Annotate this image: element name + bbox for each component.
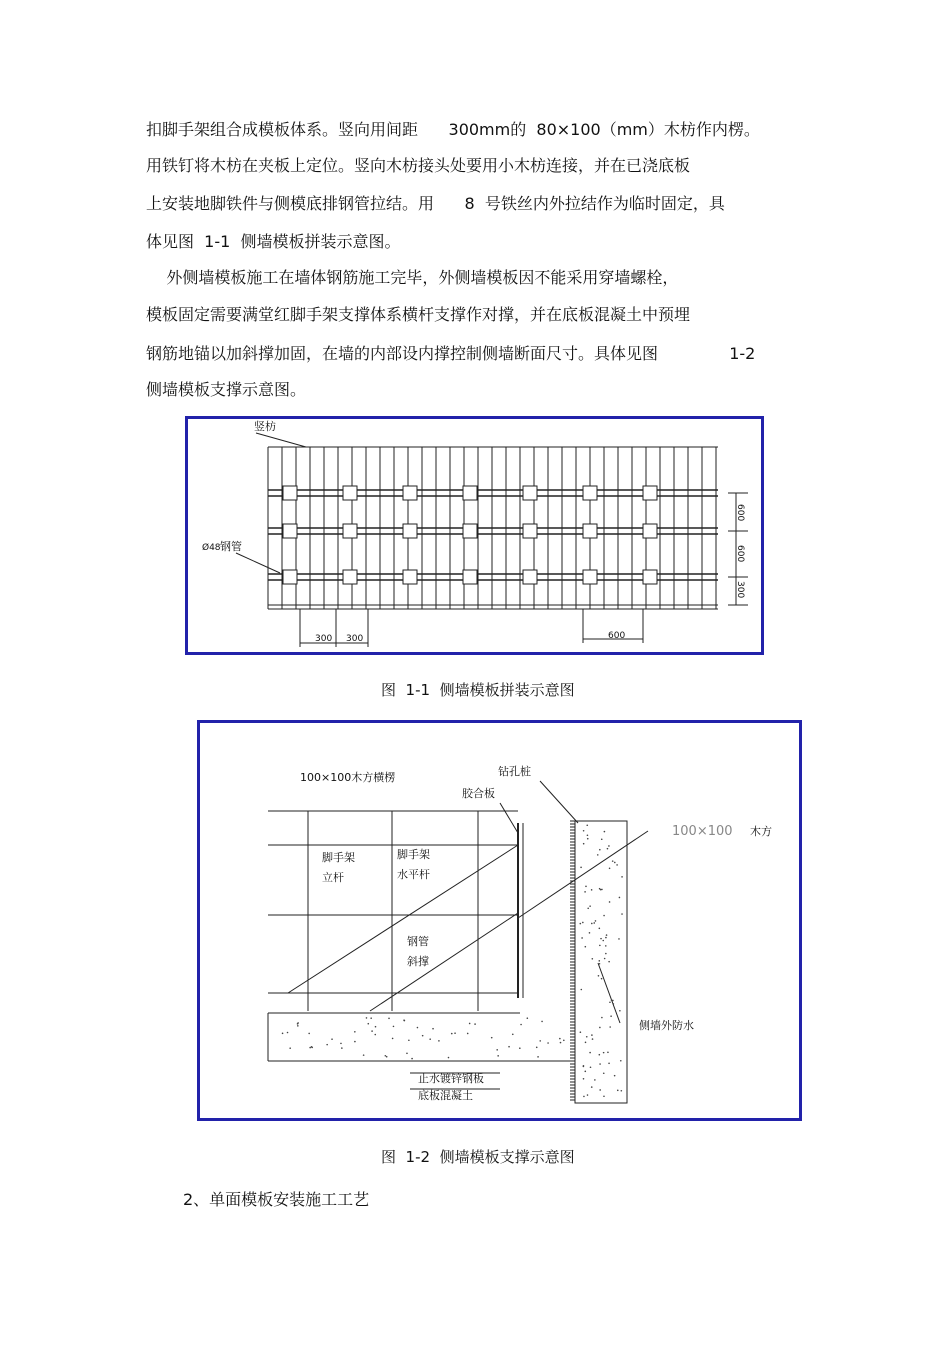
concrete-dot: [601, 978, 603, 980]
label-steel-brace-1: 钢管: [407, 935, 429, 948]
concrete-dot: [583, 1078, 585, 1080]
pipe-clamp: [583, 524, 597, 538]
concrete-dot: [601, 1017, 603, 1019]
formwork-support-diagram: [200, 723, 799, 1118]
text-line: 用铁钉将木枋在夹板上定位。竖向木枋接头处要用小木枋连接，并在已浇底板: [146, 156, 691, 175]
concrete-dot: [609, 901, 611, 903]
pipe-clamp: [643, 524, 657, 538]
concrete-dot: [583, 830, 585, 832]
concrete-dot: [614, 1075, 616, 1077]
leader-line: [540, 781, 578, 823]
concrete-dot: [591, 889, 593, 891]
concrete-dot: [599, 1027, 601, 1029]
label-base-concrete: 底板混凝土: [418, 1089, 473, 1102]
concrete-dot: [597, 854, 599, 856]
concrete-dot: [467, 1033, 469, 1035]
concrete-dot: [595, 920, 597, 922]
concrete-dot: [363, 1054, 365, 1056]
concrete-dot: [547, 1042, 549, 1044]
concrete-dot: [354, 1041, 356, 1043]
concrete-dot: [297, 1022, 299, 1024]
label-steel-pipe: 钢管: [220, 540, 242, 553]
concrete-dot: [612, 1000, 614, 1002]
diagram-linework: [268, 781, 648, 1103]
concrete-dot: [586, 824, 588, 826]
concrete-dot: [616, 864, 618, 866]
concrete-dot: [607, 1051, 609, 1053]
concrete-dot: [599, 928, 601, 930]
concrete-dot: [609, 1001, 611, 1003]
concrete-dot: [590, 1066, 592, 1068]
figure-1-2: [197, 720, 802, 1121]
concrete-dot: [374, 1034, 376, 1036]
concrete-dot: [563, 1040, 565, 1042]
concrete-dot: [341, 1047, 343, 1049]
leader-line: [256, 433, 306, 447]
concrete-dot: [605, 937, 607, 939]
label-galvanized-plate: 止水镀锌钢板: [418, 1072, 484, 1085]
label-vertical-batten: 竖枋: [254, 420, 276, 433]
concrete-dot: [607, 848, 609, 850]
concrete-dot: [599, 1054, 601, 1056]
concrete-dot: [583, 1066, 585, 1068]
concrete-dot: [582, 922, 584, 924]
concrete-dot: [608, 961, 610, 963]
concrete-dot: [340, 1043, 342, 1045]
pipe-clamp: [283, 486, 297, 500]
pipe-clamp: [343, 486, 357, 500]
pipe-clamp: [403, 486, 417, 500]
concrete-dot: [584, 1071, 586, 1073]
concrete-dot: [613, 1003, 615, 1005]
concrete-dot: [520, 1024, 522, 1026]
concrete-dot: [610, 1015, 612, 1017]
concrete-dot: [608, 1062, 610, 1064]
concrete-dot: [580, 989, 582, 991]
pipe-clamp: [463, 524, 477, 538]
pipe-clamp: [523, 570, 537, 584]
text-line: 钢筋地锚以加斜撑加固，在墙的内部设内撑控制侧墙断面尺寸。具体见图 1-2: [146, 344, 756, 363]
label-bored-pile: 钻孔桩: [498, 765, 531, 778]
concrete-dot: [375, 1026, 377, 1028]
concrete-dot: [608, 845, 610, 847]
concrete-dot: [512, 1034, 514, 1036]
concrete-dot: [584, 891, 586, 893]
concrete-dot: [539, 1040, 541, 1042]
concrete-dot: [422, 1035, 424, 1037]
concrete-dot: [385, 1055, 387, 1057]
label-plywood: 胶合板: [462, 787, 495, 800]
section-heading: 2、单面模板安装施工工艺: [183, 1190, 370, 1209]
concrete-dot: [589, 1052, 591, 1054]
concrete-dot: [586, 1036, 588, 1038]
concrete-dot: [618, 938, 620, 940]
label-scaffold-upright-2: 立杆: [322, 871, 344, 884]
concrete-dot: [309, 1047, 311, 1049]
concrete-dot: [591, 1086, 593, 1088]
figure-1-1: [185, 416, 764, 655]
concrete-dot: [580, 867, 582, 869]
concrete-dot: [289, 1047, 291, 1049]
concrete-dot: [599, 1063, 601, 1065]
concrete-dot: [603, 915, 605, 917]
dimension-600: 600: [608, 631, 626, 641]
concrete-dot: [580, 923, 582, 925]
concrete-dot: [508, 1046, 510, 1048]
concrete-dot: [429, 1038, 431, 1040]
concrete-dot: [599, 963, 601, 965]
concrete-dot: [594, 1079, 596, 1081]
pipe-clamp: [523, 524, 537, 538]
text-line: 模板固定需要满堂红脚手架支撑体系横杆支撑作对撑，并在底板混凝土中预埋: [146, 305, 691, 324]
concrete-dot: [536, 1047, 538, 1049]
pipe-clamp: [583, 486, 597, 500]
text-line: 体见图 1-1 侧墙模板拼装示意图。: [146, 232, 401, 251]
leader-line: [500, 803, 518, 833]
concrete-dot: [589, 905, 591, 907]
concrete-dot: [370, 1017, 372, 1019]
pipe-clamp: [643, 486, 657, 500]
concrete-dot: [591, 923, 593, 925]
concrete-dot: [537, 1056, 539, 1058]
pipe-clamp: [523, 486, 537, 500]
figure-1-1-caption: 图 1-1 侧墙模板拼装示意图: [381, 681, 575, 699]
label-scaffold-upright-1: 脚手架: [322, 851, 355, 864]
figure-1-2-caption: 图 1-2 侧墙模板支撑示意图: [381, 1148, 575, 1166]
concrete-dot: [600, 938, 602, 940]
concrete-dot: [593, 922, 595, 924]
concrete-dot: [599, 945, 601, 947]
dimension-300-b: 300: [346, 634, 364, 644]
concrete-dot: [491, 1037, 493, 1039]
concrete-dot: [587, 834, 589, 836]
concrete-dot: [392, 1038, 394, 1040]
concrete-dot: [619, 897, 621, 899]
label-pipe-prefix: Ø48: [202, 543, 221, 553]
concrete-dot: [417, 1027, 419, 1029]
concrete-dot: [311, 1046, 313, 1048]
concrete-dot: [432, 1028, 434, 1030]
concrete-dot: [406, 1052, 408, 1054]
label-scaffold-horizontal-1: 脚手架: [397, 848, 430, 861]
concrete-dot: [386, 1056, 388, 1058]
concrete-dot: [604, 958, 606, 960]
concrete-dot: [621, 913, 623, 915]
concrete-dot: [408, 1039, 410, 1041]
concrete-dot: [581, 937, 583, 939]
concrete-dot: [583, 1096, 585, 1098]
concrete-dot: [308, 1033, 310, 1035]
concrete-dot: [559, 1038, 561, 1040]
leader-line: [236, 553, 280, 573]
concrete-dot: [601, 838, 603, 840]
concrete-dot: [454, 1032, 456, 1034]
concrete-dot: [619, 1010, 621, 1012]
concrete-dot: [602, 940, 604, 942]
concrete-dot: [287, 1032, 289, 1034]
concrete-dot: [326, 1044, 328, 1046]
label-timber-100-prefix: 100×100: [672, 824, 733, 839]
dimension-right-b: 600: [735, 545, 745, 563]
concrete-dot: [598, 975, 600, 977]
pipe-clamp: [283, 524, 297, 538]
leader-line: [598, 963, 620, 1023]
concrete-dot: [591, 1034, 593, 1036]
dimension-right-a: 600: [735, 504, 745, 522]
pipe-clamp: [403, 570, 417, 584]
pipe-clamp: [343, 570, 357, 584]
concrete-dot: [621, 1090, 623, 1092]
label-timber-100-suffix: 木方: [750, 825, 772, 838]
concrete-dot: [496, 1049, 498, 1051]
concrete-dot: [583, 843, 585, 845]
formwork-assembly-diagram: [188, 419, 761, 652]
concrete-dot: [451, 1033, 453, 1035]
concrete-dot: [603, 1052, 605, 1054]
concrete-dot: [600, 889, 602, 891]
concrete-dot: [589, 932, 591, 934]
concrete-dot: [367, 1023, 369, 1025]
pipe-clamp: [463, 486, 477, 500]
concrete-dot: [604, 831, 606, 833]
concrete-dot: [609, 1026, 611, 1028]
concrete-dot: [527, 1017, 529, 1019]
pipe-clamp: [583, 570, 597, 584]
label-waterproof: 侧墙外防水: [639, 1019, 694, 1032]
dimension-300-a: 300: [315, 634, 333, 644]
text-line: 侧墙模板支撑示意图。: [146, 380, 307, 399]
concrete-dot: [603, 1095, 605, 1097]
concrete-dot: [388, 1018, 390, 1020]
concrete-dot: [560, 1042, 562, 1044]
concrete-dot: [606, 934, 608, 936]
concrete-dot: [371, 1030, 373, 1032]
concrete-dot: [366, 1017, 368, 1019]
text-line: 扣脚手架组合成模板体系。竖向用间距 300mm的 80×100（mm）木枋作内楞。: [146, 120, 760, 139]
concrete-texture: [282, 824, 623, 1097]
concrete-dot: [282, 1033, 284, 1035]
concrete-dot: [580, 1031, 582, 1033]
concrete-dot: [587, 838, 589, 840]
concrete-dot: [448, 1057, 450, 1059]
text-line: 外侧墙模板施工在墙体钢筋施工完毕，外侧墙模板因不能采用穿墙螺栓，: [146, 268, 679, 287]
concrete-dot: [612, 860, 614, 862]
concrete-dot: [469, 1023, 471, 1025]
concrete-dot: [585, 886, 587, 888]
concrete-dot: [519, 1047, 521, 1049]
concrete-dot: [605, 945, 607, 947]
concrete-dot: [617, 1090, 619, 1092]
text-line: 上安装地脚铁件与侧模底排钢管拉结。用 8 号铁丝内外拉结作为临时固定，具: [146, 194, 725, 213]
concrete-dot: [603, 1072, 605, 1074]
label-timber-horizontal: 100×100木方横楞: [300, 771, 396, 784]
concrete-dot: [474, 1023, 476, 1025]
label-steel-brace-2: 斜撑: [407, 955, 429, 968]
concrete-dot: [599, 849, 601, 851]
concrete-dot: [620, 1060, 622, 1062]
dimension-right-c: 300: [735, 581, 745, 599]
pipe-clamp: [643, 570, 657, 584]
concrete-dot: [438, 1040, 440, 1042]
pipe-clamp: [343, 524, 357, 538]
pipe-clamp: [283, 570, 297, 584]
concrete-dot: [614, 862, 616, 864]
concrete-dot: [611, 999, 613, 1001]
pipe-clamp: [463, 570, 477, 584]
concrete-dot: [598, 960, 600, 962]
concrete-dot: [541, 1021, 543, 1023]
concrete-dot: [585, 946, 587, 948]
concrete-dot: [592, 1038, 594, 1040]
concrete-dot: [587, 908, 589, 910]
concrete-dot: [297, 1025, 299, 1027]
concrete-dot: [393, 1026, 395, 1028]
concrete-dot: [605, 953, 607, 955]
bored-pile: [575, 821, 627, 1103]
concrete-dot: [411, 1058, 413, 1060]
label-scaffold-horizontal-2: 水平杆: [397, 868, 430, 881]
concrete-dot: [497, 1055, 499, 1057]
concrete-dot: [354, 1031, 356, 1033]
concrete-dot: [599, 1089, 601, 1091]
concrete-dot: [331, 1038, 333, 1040]
concrete-dot: [587, 1094, 589, 1096]
pipe-clamp: [403, 524, 417, 538]
concrete-dot: [592, 958, 594, 960]
concrete-dot: [621, 876, 623, 878]
concrete-dot: [585, 1042, 587, 1044]
concrete-dot: [404, 1020, 406, 1022]
diagram-linework: [236, 433, 748, 647]
concrete-dot: [609, 867, 611, 869]
